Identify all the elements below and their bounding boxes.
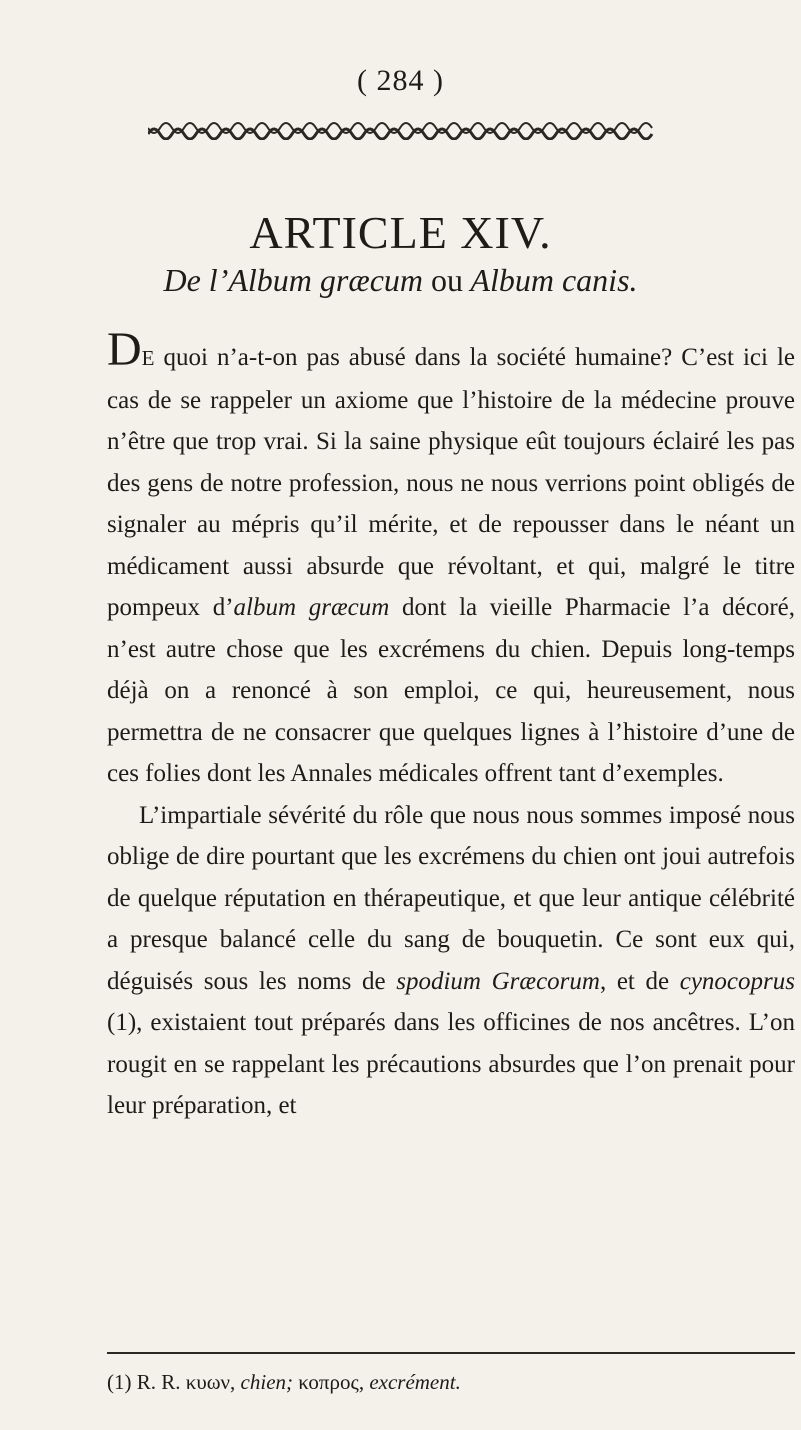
paragraph-1-italic: album græcum bbox=[233, 594, 390, 621]
article-subtitle bbox=[0, 262, 801, 299]
drop-cap: D bbox=[107, 323, 142, 376]
article-body bbox=[107, 323, 796, 1127]
subtitle-part-2: Album canis. bbox=[470, 262, 638, 298]
small-cap: E bbox=[141, 346, 155, 370]
footnote: (1) R. R. κυων, chien; κοπρος, excrément. bbox=[107, 1370, 461, 1394]
paragraph-2 bbox=[107, 795, 795, 1127]
article-title: ARTICLE XIV. bbox=[249, 206, 552, 258]
paragraph-1 bbox=[107, 323, 796, 795]
decorative-rule-ornament bbox=[148, 122, 654, 140]
paragraph-2-text-c: (1), existaient tout préparés dans les officines de nos ancêtres. L’on rougit en se rappelant les précautions absurdes que l’on prenait pour leur préparation, et bbox=[107, 1009, 795, 1119]
paragraph-2-italic-b: cynocoprus bbox=[679, 967, 795, 995]
paragraph-2-text-b: , et de bbox=[599, 967, 680, 995]
footnote-greek-2: κοπρος bbox=[298, 1370, 359, 1394]
footnote-divider bbox=[107, 1352, 795, 1354]
paragraph-1-text-b: dont la vieille Pharmacie l’a décoré, n’est autre chose que les excrémens du chien. Depuis long-temps déjà on a renoncé à son emploi, ce qui, heureusement, nous permettra de ne consacrer que quelques lignes à l’histoire d’une de ces folies dont les Annales médicales offrent tant d’exemples. bbox=[107, 594, 796, 787]
subtitle-connector: ou bbox=[431, 262, 463, 298]
footnote-marker: (1) R. R. bbox=[107, 1370, 181, 1394]
paragraph-2-italic-a: spodium Græcorum bbox=[396, 967, 600, 995]
footnote-gloss-2: excrément. bbox=[369, 1370, 461, 1394]
paragraph-2-text-a: L’impartiale sévérité du rôle que nous nous sommes imposé nous oblige de dire pourtant que les excrémens du chien ont joui autrefois de quelque réputation en thérapeutique, et que leur antique célébrité a presque balancé celle du sang de bouquetin. Ce sont eux qui, déguisés sous les noms de bbox=[107, 801, 795, 995]
footnote-greek-1: κυων bbox=[185, 1370, 231, 1394]
subtitle-part-1: De l’Album græcum bbox=[163, 262, 423, 298]
footnote-gloss-1: chien; bbox=[240, 1370, 294, 1394]
page-number: ( 284 ) bbox=[357, 64, 444, 97]
paragraph-1-text-a: quoi n’a-t-on pas abusé dans la société humaine? C’est ici le cas de se rappeler un axiome que l’histoire de la médecine prouve n’être que trop vrai. Si la saine physique eût toujours éclairé les pas des gens de notre profession, nous ne nous verrions point obligés de signaler au mépris qu’il mérite, et de repousser dans le néant un médicament aussi absurde que révoltant, et qui, malgré le titre pompeux d’ bbox=[107, 344, 795, 621]
